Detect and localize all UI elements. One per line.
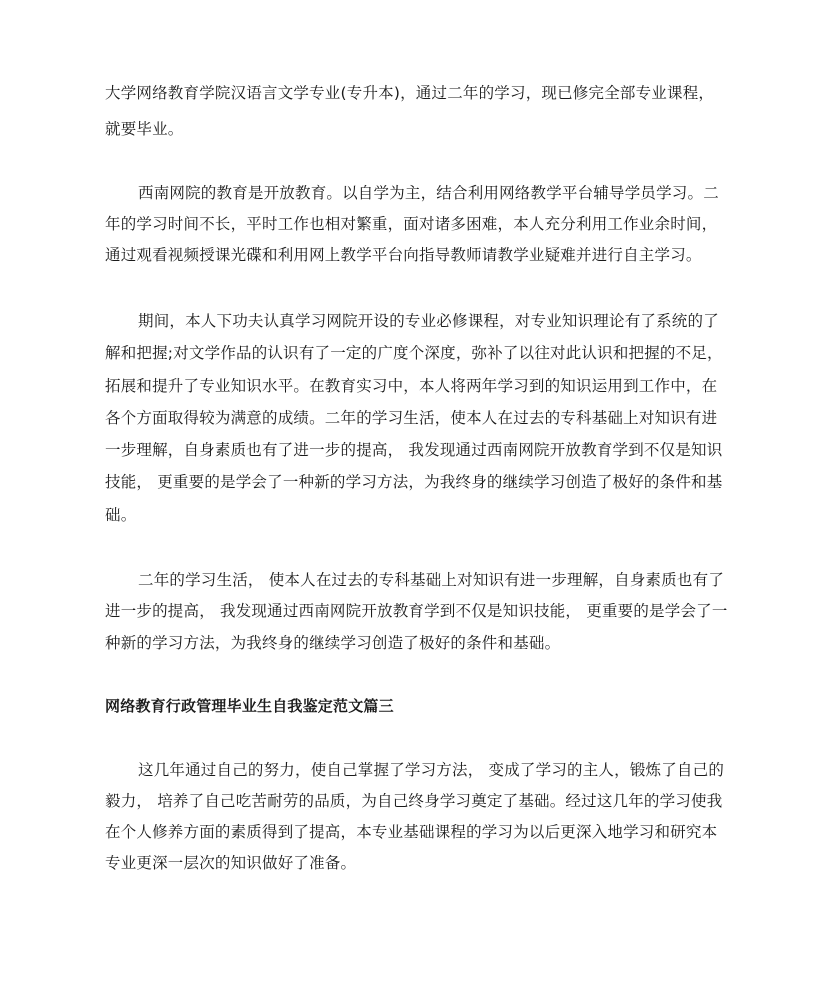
paragraph-2-line-1: 西南网院的教育是开放教育。以自学为主，结合利用网络教学平台辅导学员学习。二 [138, 184, 719, 202]
paragraph-3-line-6: 技能， 更重要的是学会了一种新的学习方法，为我终身的继续学习创造了极好的条件和基 [105, 473, 723, 491]
paragraph-2-line-2: 年的学习时间不长，平时工作也相对繁重，面对诸多困难，本人充分利用工作业余时间， [105, 215, 718, 233]
paragraph-5-line-3: 在个人修养方面的素质得到了提高，本专业基础课程的学习为以后更深入地学习和研究本 [105, 823, 718, 841]
paragraph-3-line-5: 一步理解，自身素质也有了进一步的提高， 我发现通过西南网院开放教育学到不仅是知识 [105, 441, 723, 459]
paragraph-3-line-2: 解和把握;对文学作品的认识有了一定的广度个深度，弥补了以往对此认识和把握的不足， [105, 344, 723, 362]
paragraph-3-line-3: 拓展和提升了专业知识水平。在教育实习中，本人将两年学习到的知识运用到工作中，在 [105, 377, 718, 395]
section-heading: 网络教育行政管理毕业生自我鉴定范文篇三 [105, 697, 394, 715]
paragraph-1-line-2: 就要毕业。 [105, 120, 184, 138]
paragraph-2-line-3: 通过观看视频授课光碟和利用网上教学平台向指导教师请教学业疑难并进行自主学习。 [105, 246, 702, 264]
paragraph-5-line-2: 毅力， 培养了自己吃苦耐劳的品质，为自己终身学习奠定了基础。经过这几年的学习使我 [105, 792, 723, 810]
paragraph-4-line-1: 二年的学习生活， 使本人在过去的专科基础上对知识有进一步理解，自身素质也有了 [138, 571, 725, 589]
paragraph-5-line-4: 专业更深一层次的知识做好了准备。 [105, 854, 357, 872]
paragraph-1-line-1: 大学网络教育学院汉语言文学专业(专升本)，通过二年的学习，现已修完全部专业课程， [105, 84, 715, 102]
paragraph-3-line-7: 础。 [105, 506, 137, 524]
paragraph-3-line-1: 期间，本人下功夫认真学习网院开设的专业必修课程，对专业知识理论有了系统的了 [138, 312, 719, 330]
paragraph-5-line-1: 这几年通过自己的努力，使自己掌握了学习方法， 变成了学习的主人，锻炼了自己的 [138, 761, 725, 779]
paragraph-4-line-3: 种新的学习方法，为我终身的继续学习创造了极好的条件和基础。 [105, 634, 561, 652]
paragraph-4-line-2: 进一步的提高， 我发现通过西南网院开放教育学到不仅是知识技能， 更重要的是学会了一 [105, 602, 728, 620]
paragraph-3-line-4: 各个方面取得较为满意的成绩。二年的学习生活，使本人在过去的专科基础上对知识有进 [105, 409, 718, 427]
